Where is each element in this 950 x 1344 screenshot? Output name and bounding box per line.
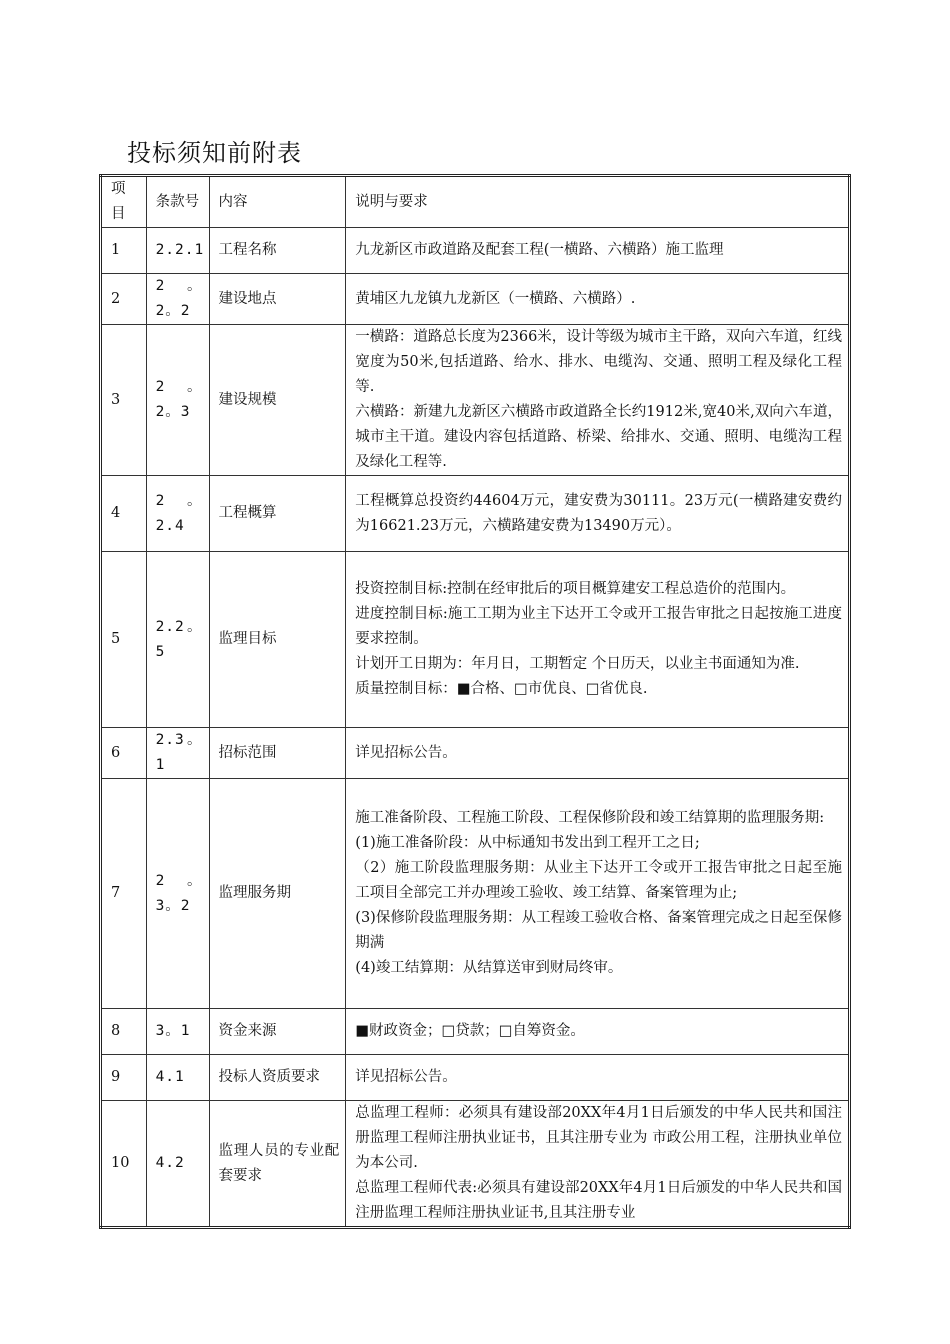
description-paragraph: 工程概算总投资约44604万元，建安费为30111。23万元(一横路建安费约为16621.23万元，六横路建安费为13490万元）。 — [355, 492, 842, 534]
page-title: 投标须知前附表 — [127, 139, 302, 167]
description-paragraph: 计划开工日期为：年月日，工期暂定 个日历天，以业主书面通知为准. — [355, 656, 800, 672]
row-description — [346, 1101, 850, 1228]
row-description — [346, 476, 850, 552]
bid-instructions-table — [99, 174, 851, 1229]
row-clause: 3。1 — [146, 1009, 209, 1055]
row-description — [346, 779, 850, 1009]
table-row — [101, 1101, 850, 1228]
description-paragraph: (3)保修阶段监理服务期：从工程竣工验收合格、备案管理完成之日起至保修期满 — [355, 910, 842, 951]
row-description — [346, 325, 850, 476]
description-paragraph: 总监理工程师代表:必须具有建设部20XX年4月1日后颁发的中华人民共和国注册监理工程师注册执业证书,且其注册专业 — [355, 1180, 842, 1221]
row-clause: 2.2。5 — [146, 552, 209, 728]
description-paragraph: 六横路：新建九龙新区六横路市政道路全长约1912米,宽40米,双向六车道，城市主干道。建设内容包括道路、桥梁、给排水、交通、照明、电缆沟工程及绿化工程等. — [355, 404, 842, 470]
row-number: 8 — [101, 1009, 147, 1055]
row-number: 7 — [101, 779, 147, 1009]
header-clause-no: 条款号 — [146, 176, 209, 228]
table-row — [101, 476, 850, 552]
row-number: 1 — [101, 228, 147, 274]
row-content: 建设地点 — [209, 274, 346, 325]
description-paragraph: 总监理工程师：必须具有建设部20XX年4月1日后颁发的中华人民共和国注册监理工程师注册执业证书，且其注册专业为 市政公用工程，注册执业单位为本公司. — [355, 1105, 842, 1171]
header-content: 内容 — [209, 176, 346, 228]
row-description — [346, 228, 850, 274]
description-paragraph: (4)竣工结算期：从结算送审到财局终审。 — [355, 960, 623, 976]
row-number: 9 — [101, 1055, 147, 1101]
description-paragraph: 一横路：道路总长度为2366米，设计等级为城市主干路，双向六车道，红线宽度为50米,包括道路、给水、排水、电缆沟、交通、照明工程及绿化工程等. — [355, 329, 842, 395]
description-paragraph: 详见招标公告。 — [355, 744, 457, 761]
row-clause: 2.3。1 — [146, 728, 209, 779]
description-paragraph: （2）施工阶段监理服务期：从业主下达开工令或开工报告审批之日起至施工项目全部完工并办理竣工验收、竣工结算、备案管理为止; — [355, 860, 842, 901]
table-header-row — [101, 176, 850, 228]
row-clause: 2。3。2 — [146, 779, 209, 1009]
table-row — [101, 325, 850, 476]
table-row — [101, 274, 850, 325]
row-content: 工程概算 — [209, 476, 346, 552]
table-row — [101, 779, 850, 1009]
row-content: 资金来源 — [209, 1009, 346, 1055]
row-clause: 4.2 — [146, 1101, 209, 1228]
row-clause: 4.1 — [146, 1055, 209, 1101]
row-description — [346, 1009, 850, 1055]
row-content: 监理目标 — [209, 552, 346, 728]
row-number: 2 — [101, 274, 147, 325]
row-number: 10 — [101, 1101, 147, 1228]
row-content: 监理服务期 — [209, 779, 346, 1009]
row-clause: 2。2.4 — [146, 476, 209, 552]
header-item-no: 项目 — [101, 176, 147, 228]
row-content: 监理人员的专业配套要求 — [209, 1101, 346, 1228]
row-content: 招标范围 — [209, 728, 346, 779]
header-description: 说明与要求 — [346, 176, 850, 228]
row-content: 投标人资质要求 — [209, 1055, 346, 1101]
table-row — [101, 552, 850, 728]
table-row — [101, 1009, 850, 1055]
row-description — [346, 552, 850, 728]
description-paragraph: ■财政资金；□贷款；□自筹资金。 — [355, 1023, 585, 1039]
row-clause: 2。2。3 — [146, 325, 209, 476]
table-row — [101, 1055, 850, 1101]
row-number: 5 — [101, 552, 147, 728]
table-row — [101, 728, 850, 779]
row-description — [346, 728, 850, 779]
description-paragraph: 投资控制目标:控制在经审批后的项目概算建安工程总造价的范围内。 — [355, 581, 796, 597]
row-number: 3 — [101, 325, 147, 476]
description-paragraph: 进度控制目标:施工工期为业主下达开工令或开工报告审批之日起按施工进度要求控制。 — [355, 606, 842, 647]
description-paragraph: 九龙新区市政道路及配套工程(一横路、六横路）施工监理 — [355, 242, 724, 258]
row-content: 建设规模 — [209, 325, 346, 476]
description-paragraph: 质量控制目标：■合格、□市优良、□省优良. — [355, 681, 648, 697]
row-description — [346, 1055, 850, 1101]
description-paragraph: 黄埔区九龙镇九龙新区（一横路、六横路）. — [355, 290, 636, 307]
table-row — [101, 228, 850, 274]
row-description — [346, 274, 850, 325]
row-content: 工程名称 — [209, 228, 346, 274]
row-clause: 2.2.1 — [146, 228, 209, 274]
row-number: 4 — [101, 476, 147, 552]
row-clause: 2。2。2 — [146, 274, 209, 325]
row-number: 6 — [101, 728, 147, 779]
description-paragraph: 详见招标公告。 — [355, 1069, 457, 1085]
description-paragraph: (1)施工准备阶段：从中标通知书发出到工程开工之日; — [355, 835, 700, 851]
description-paragraph: 施工准备阶段、工程施工阶段、工程保修阶段和竣工结算期的监理服务期: — [355, 810, 825, 826]
